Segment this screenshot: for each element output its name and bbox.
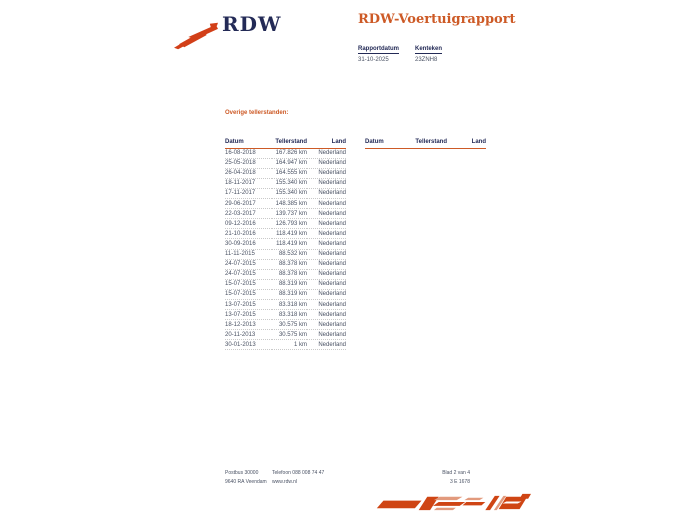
speed-stripes-icon	[373, 492, 531, 513]
table-row	[225, 340, 346, 350]
table-row	[225, 249, 346, 259]
table-row	[225, 330, 346, 340]
table-cell: 30.575 km	[272, 330, 307, 340]
table-cell: 18-12-2013	[225, 320, 272, 330]
column-header-tellerstand: Tellerstand	[412, 138, 447, 148]
table-cell: 88.378 km	[272, 259, 307, 269]
table-cell: Nederland	[307, 269, 346, 279]
table-row	[225, 188, 346, 198]
table-header-row	[365, 138, 486, 148]
table-row	[225, 259, 346, 269]
form-code: 3 E 1678	[449, 479, 470, 485]
page-title: RDW-Voertuigrapport	[358, 12, 516, 27]
table-cell: 13-07-2015	[225, 310, 272, 320]
table-cell: Nederland	[307, 279, 346, 289]
table-cell: 21-10-2016	[225, 229, 272, 239]
table-cell: Nederland	[307, 249, 346, 259]
table-cell: 164.947 km	[272, 158, 307, 168]
license-plate-value: 23ZNH8	[415, 57, 438, 63]
table-cell: 25-05-2018	[225, 158, 272, 168]
table-cell: 88.319 km	[272, 279, 307, 289]
table-cell: Nederland	[307, 178, 346, 188]
column-header-land: Land	[447, 138, 486, 148]
table-cell: 30.575 km	[272, 320, 307, 330]
table-cell: 88.378 km	[272, 269, 307, 279]
table-cell: Nederland	[307, 219, 346, 229]
table-row	[225, 199, 346, 209]
table-cell: 126.793 km	[272, 219, 307, 229]
table-header-row	[225, 138, 346, 148]
table-cell: 30-01-2013	[225, 340, 272, 350]
table-cell: Nederland	[307, 330, 346, 340]
column-header-datum: Datum	[225, 138, 272, 148]
table-cell: 148.385 km	[272, 199, 307, 209]
rdw-flag-icon	[173, 22, 219, 50]
table-cell: 11-11-2015	[225, 249, 272, 259]
table-cell: 22-03-2017	[225, 209, 272, 219]
table-cell: 155.340 km	[272, 178, 307, 188]
table-cell: 09-12-2016	[225, 219, 272, 229]
table-cell: Nederland	[307, 158, 346, 168]
rdw-logo-text: RDW	[222, 12, 282, 36]
report-date-value: 31-10-2025	[358, 57, 389, 63]
table-cell: Nederland	[307, 188, 346, 198]
footer-website-link[interactable]: www.rdw.nl	[272, 479, 298, 485]
table-cell: 88.319 km	[272, 289, 307, 299]
footer-address	[225, 469, 267, 487]
table-cell: 26-04-2018	[225, 168, 272, 178]
table-cell: 29-06-2017	[225, 199, 272, 209]
table-row	[225, 279, 346, 289]
table-row	[225, 148, 346, 158]
odometer-table	[225, 138, 346, 350]
report-date-block	[358, 37, 415, 63]
table-row	[225, 300, 346, 310]
table-cell: Nederland	[307, 300, 346, 310]
odometer-table-body	[225, 148, 346, 350]
footer-page-info	[442, 469, 470, 487]
table-cell: Nederland	[307, 310, 346, 320]
table-cell: 155.340 km	[272, 188, 307, 198]
table-cell: Nederland	[307, 320, 346, 330]
table-row	[225, 209, 346, 219]
page-number: Blad 2 van 4	[442, 470, 470, 476]
footer-phone: Telefoon 088 008 74 47	[272, 470, 325, 476]
table-cell: 13-07-2015	[225, 300, 272, 310]
table-cell: 18-11-2017	[225, 178, 272, 188]
table-cell: 15-07-2015	[225, 279, 272, 289]
table-cell: Nederland	[307, 209, 346, 219]
table-cell: 83.318 km	[272, 300, 307, 310]
table-cell: 24-07-2015	[225, 269, 272, 279]
table-row	[225, 310, 346, 320]
table-cell: 167.826 km	[272, 148, 307, 158]
table-cell: Nederland	[307, 229, 346, 239]
table-row	[225, 289, 346, 299]
table-cell: 118.419 km	[272, 229, 307, 239]
footer-address-line2: 9640 RA Veendam	[225, 479, 267, 485]
table-cell: 30-09-2016	[225, 239, 272, 249]
table-row	[225, 229, 346, 239]
column-header-datum: Datum	[365, 138, 412, 148]
table-cell: 15-07-2015	[225, 289, 272, 299]
table-cell: Nederland	[307, 239, 346, 249]
table-cell: Nederland	[307, 168, 346, 178]
table-cell: Nederland	[307, 259, 346, 269]
table-cell: 88.532 km	[272, 249, 307, 259]
table-row	[225, 320, 346, 330]
report-meta	[358, 37, 472, 63]
table-cell: 139.737 km	[272, 209, 307, 219]
table-row	[225, 239, 346, 249]
odometer-table-continued	[365, 138, 486, 149]
footer-contact	[272, 469, 324, 487]
table-row	[225, 219, 346, 229]
footer-address-line1: Postbus 30000	[225, 470, 259, 476]
column-header-tellerstand: Tellerstand	[272, 138, 307, 148]
license-plate-label: Kenteken	[415, 46, 443, 52]
table-cell: 20-11-2013	[225, 330, 272, 340]
table-cell: Nederland	[307, 289, 346, 299]
table-cell: 164.555 km	[272, 168, 307, 178]
license-plate-block	[415, 37, 472, 63]
table-cell: Nederland	[307, 340, 346, 350]
section-heading: Overige tellerstanden:	[225, 110, 289, 116]
table-cell: 1 km	[272, 340, 307, 350]
table-cell: 83.318 km	[272, 310, 307, 320]
table-row	[225, 269, 346, 279]
report-date-label: Rapportdatum	[358, 46, 399, 52]
table-row	[225, 158, 346, 168]
table-cell: Nederland	[307, 199, 346, 209]
table-cell: Nederland	[307, 148, 346, 158]
table-row	[225, 178, 346, 188]
table-cell: 16-08-2018	[225, 148, 272, 158]
column-header-land: Land	[307, 138, 346, 148]
table-cell: 118.419 km	[272, 239, 307, 249]
table-cell: 17-11-2017	[225, 188, 272, 198]
table-row	[225, 168, 346, 178]
table-cell: 24-07-2015	[225, 259, 272, 269]
